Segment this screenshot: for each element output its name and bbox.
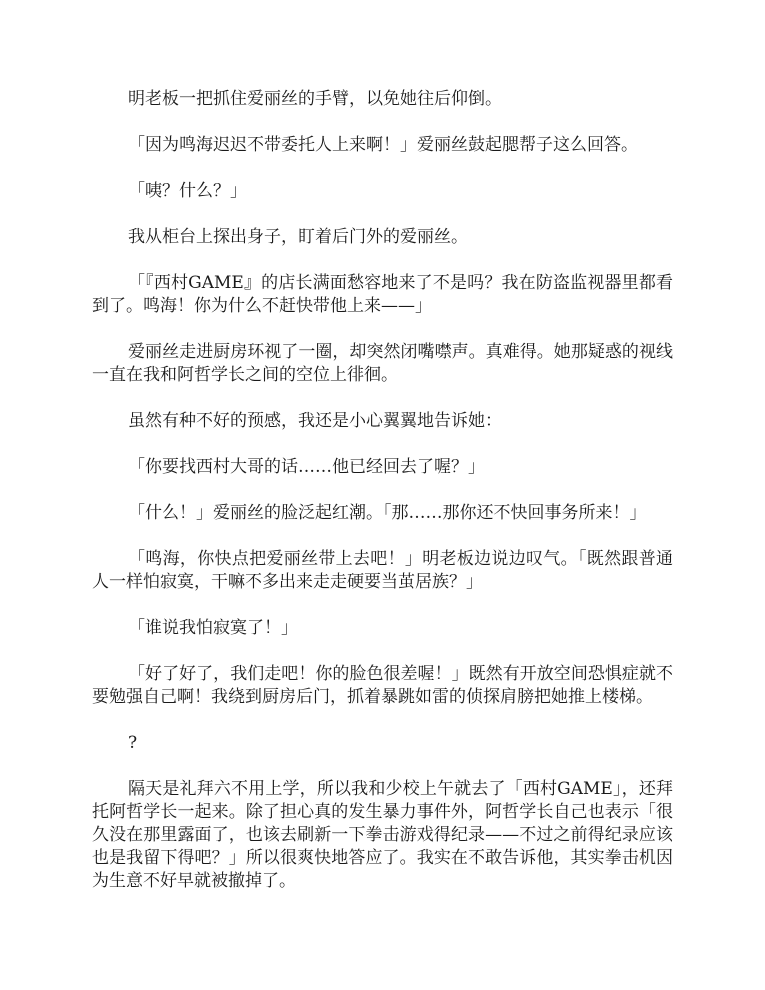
paragraph: 爱丽丝走进厨房环视了一圈，却突然闭嘴噤声。真难得。她那疑惑的视线一直在我和阿哲学长之间的空位上徘徊。	[92, 342, 673, 385]
paragraph: 「因为鸣海迟迟不带委托人上来啊！」爱丽丝鼓起腮帮子这么回答。	[128, 135, 638, 155]
paragraph: 明老板一把抓住爱丽丝的手臂，以免她往后仰倒。	[128, 89, 502, 109]
paragraph: 「什么！」爱丽丝的脸泛起红潮。「那……那你还不快回事务所来！」	[128, 503, 647, 523]
paragraph: 「好了好了，我们走吧！你的脸色很差喔！」既然有开放空间恐惧症就不要勉强自己啊！我绕到厨房后门，抓着暴跳如雷的侦探肩膀把她推上楼梯。	[92, 664, 673, 707]
paragraph: 虽然有种不好的预感，我还是小心翼翼地告诉她：	[128, 411, 502, 431]
section-separator: ?	[128, 733, 138, 753]
paragraph: 「咦？什么？」	[128, 181, 247, 201]
paragraph: 隔天是礼拜六不用上学，所以我和少校上午就去了「西村GAME」，还拜托阿哲学长一起来。除了担心真的发生暴力事件外，阿哲学长自己也表示「很久没在那里露面了，也该去刷新一下拳击游戏得纪录——不过之前得纪录应该也是我留下得吧？」所以很爽快地答应了。我实在不敢告诉他，其实拳击机因为生意不好早就被撤掉了。	[92, 779, 673, 891]
paragraph: 「『西村GAME』的店长满面愁容地来了不是吗？我在防盗监视器里都看到了。鸣海！你为什么不赶快带他上来——」	[92, 273, 673, 316]
paragraph: 「你要找西村大哥的话……他已经回去了喔？」	[128, 457, 485, 477]
paragraph: 「谁说我怕寂寞了！」	[128, 618, 298, 638]
paragraph: 「鸣海，你快点把爱丽丝带上去吧！」明老板边说边叹气。「既然跟普通人一样怕寂寞，干嘛不多出来走走硬要当茧居族？」	[92, 549, 673, 592]
paragraph: 我从柜台上探出身子，盯着后门外的爱丽丝。	[128, 227, 468, 247]
